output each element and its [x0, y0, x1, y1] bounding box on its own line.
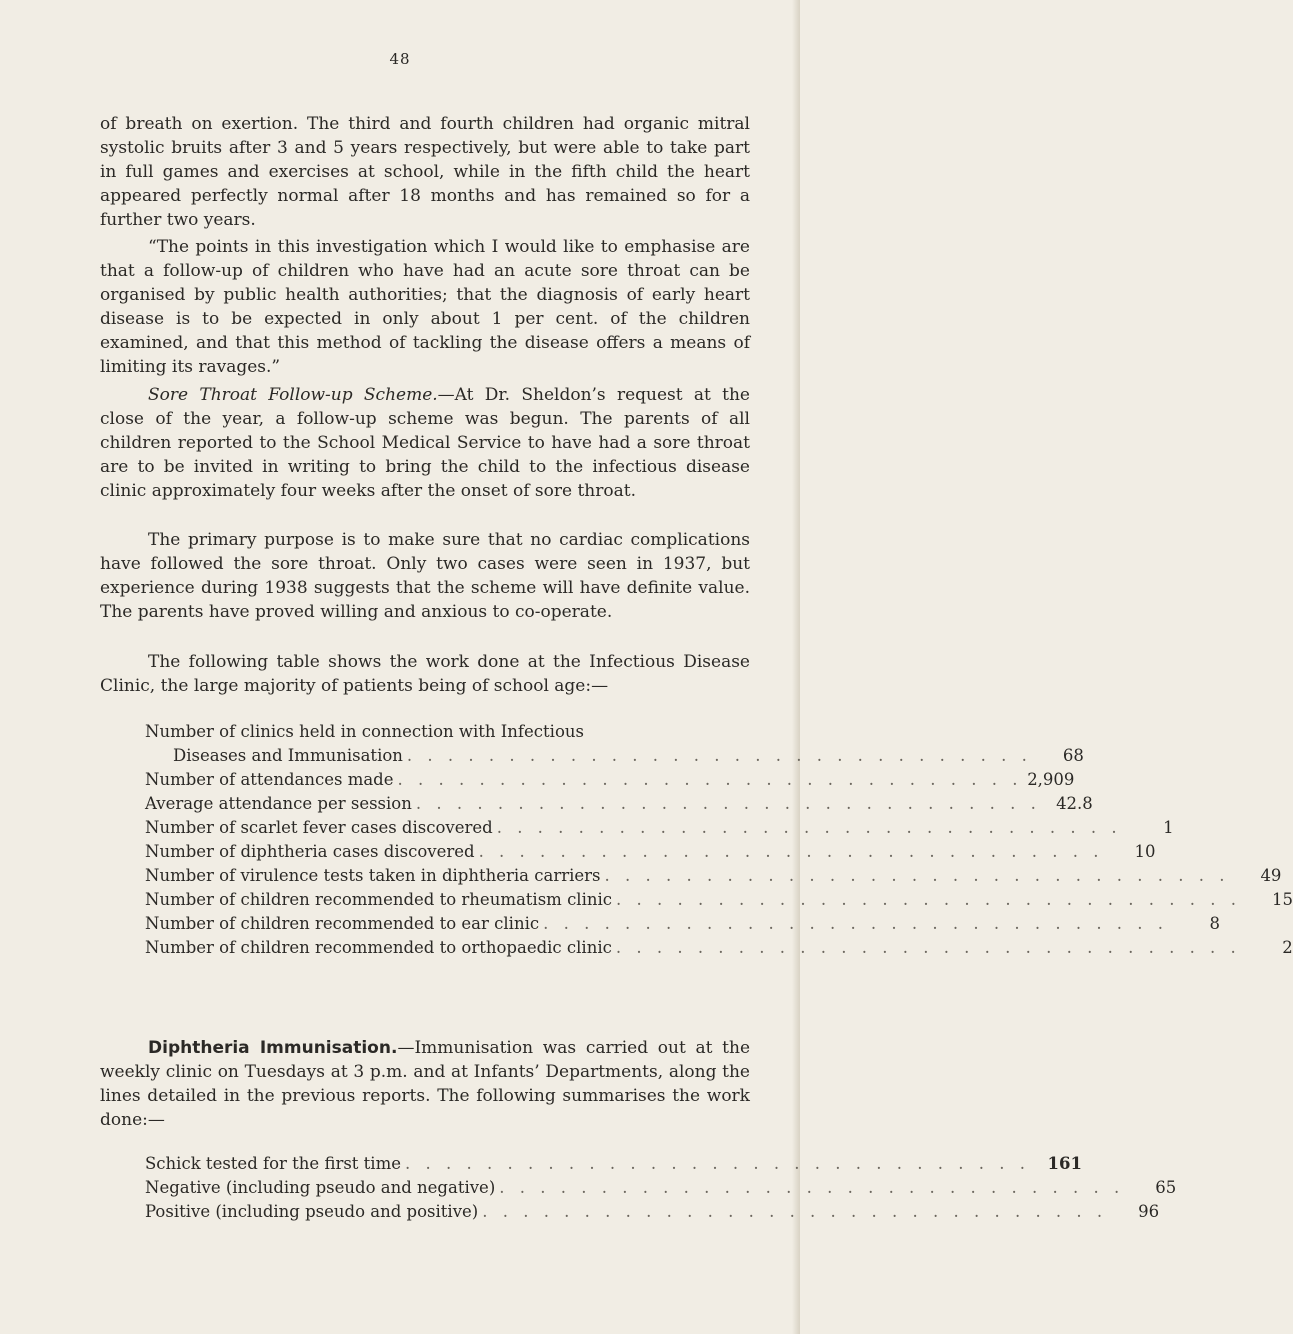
row-value: 15	[1271, 890, 1293, 909]
row-value: 49	[1260, 866, 1282, 885]
row-value: 8	[1209, 914, 1221, 933]
dot-leader: . . . . . . . . . . . . . . . . . . . . . . . . . . . . . . .	[482, 1202, 1108, 1221]
dot-leader: . . . . . . . . . . . . . . . . . . . . . . . . . . . . . . .	[397, 770, 1023, 789]
row-value: 2	[1282, 938, 1293, 957]
table-row	[145, 720, 750, 744]
row-label: Number of diphtheria cases discovered	[145, 842, 475, 861]
sore-throat-scheme-heading: Sore Throat Follow-up Scheme.	[148, 385, 438, 405]
row-value: 161	[1047, 1154, 1082, 1173]
table-row	[145, 816, 1174, 840]
dot-leader: . . . . . . . . . . . . . . . . . . . . . . . . . . . . . . .	[616, 890, 1241, 909]
paragraph-quote-points: “The points in this investigation which I would like to emphasise are that a follow-up of children who have had an acute sore throat can be organised by public health authorities; that the diagnosis of early heart disease is to be expected in only about 1 per cent. of the children examined, and that this method of tackling the disease offers a means of limiting its ravages.”	[100, 237, 750, 377]
row-label: Schick tested for the first time	[145, 1154, 401, 1173]
paragraph-diphtheria-immunisation	[100, 1036, 750, 1132]
row-label: Negative (including pseudo and negative)	[145, 1178, 496, 1197]
row-label: Number of children recommended to rheumatism clinic	[145, 890, 613, 909]
dot-leader: . . . . . . . . . . . . . . . . . . . . . . . . . . . . . . .	[499, 1178, 1125, 1197]
dot-leader: . . . . . . . . . . . . . . . . . . . . . . . . . . . . . . .	[405, 1154, 1030, 1173]
row-label: Number of attendances made	[145, 770, 394, 789]
paragraph-primary-purpose: The primary purpose is to make sure that no cardiac complications have followed the sore throat. Only two cases were seen in 1937, but experience during 1938 suggests that the scheme will have definite value. The parents have proved willing and anxious to co-operate.	[100, 530, 750, 622]
row-label: Number of virulence tests taken in diphtheria carriers	[145, 866, 601, 885]
table-row	[145, 768, 1075, 792]
row-label: Diseases and Immunisation	[173, 746, 403, 765]
table-row	[145, 888, 1293, 912]
table-row	[145, 792, 1093, 816]
row-value: 2,909	[1027, 770, 1075, 789]
dot-leader: . . . . . . . . . . . . . . . . . . . . . . . . . . . . . . .	[496, 818, 1122, 837]
paragraph-table-intro: The following table shows the work done at the Infectious Disease Clinic, the large majority of patients being of school age:—	[100, 652, 750, 696]
paragraph-breath-exertion: of breath on exertion. The third and fourth children had organic mitral systolic bruits after 3 and 5 years respectively, but were able to take part in full games and exercises at school, while in the fifth child the heart appeared perfectly normal after 18 months and has remained so for a further two years.	[100, 114, 750, 230]
row-label: Number of children recommended to ear clinic	[145, 914, 540, 933]
diphtheria-immunisation-heading: Diphtheria Immunisation.	[148, 1038, 398, 1058]
table-row	[145, 1176, 1177, 1200]
table-row	[145, 864, 1282, 888]
row-value: 42.8	[1056, 794, 1093, 813]
paragraph-sore-throat-scheme	[100, 383, 750, 503]
clinic-work-table	[145, 720, 1293, 960]
diphtheria-immunisation-body: —Immunisation was carried out at the weekly clinic on Tuesdays at 3 p.m. and at Infants’ Departments, along the lines detailed in the previous reports. The following summarises the work done:—	[100, 1038, 750, 1130]
sore-throat-scheme-body: —At Dr. Sheldon’s request at the close of the year, a follow-up scheme was begun. The parents of all children reported to the School Medical Service to have had a sore throat are to be invited in writing to bring the child to the infectious disease clinic approximately four weeks after the onset of sore throat.	[100, 385, 750, 501]
row-value: 68	[1062, 746, 1084, 765]
row-label: Number of scarlet fever cases discovered	[145, 818, 493, 837]
table-row	[145, 840, 1156, 864]
dot-leader: . . . . . . . . . . . . . . . . . . . . . . . . . . . . . . .	[615, 938, 1241, 957]
dot-leader: . . . . . . . . . . . . . . . . . . . . . . . . . . . . . . .	[415, 794, 1041, 813]
row-label: Number of clinics held in connection with Infectious	[145, 722, 584, 741]
dot-leader: . . . . . . . . . . . . . . . . . . . . . . . . . . . . . . .	[406, 746, 1032, 765]
row-label: Positive (including pseudo and positive)	[145, 1202, 479, 1221]
row-value: 10	[1134, 842, 1156, 861]
dot-leader: . . . . . . . . . . . . . . . . . . . . . . . . . . . . . . .	[478, 842, 1104, 861]
table-row	[145, 1200, 1160, 1224]
page-edge-shadow	[792, 0, 800, 1334]
dot-leader: . . . . . . . . . . . . . . . . . . . . . . . . . . . . . . .	[604, 866, 1230, 885]
table-row	[145, 912, 1221, 936]
dot-leader: . . . . . . . . . . . . . . . . . . . . . . . . . . . . . . .	[543, 914, 1169, 933]
row-label: Number of children recommended to orthopaedic clinic	[145, 938, 612, 957]
table-row	[145, 744, 1084, 768]
page-number: 48	[389, 50, 411, 68]
schick-test-table	[145, 1152, 1177, 1224]
row-value: 1	[1163, 818, 1174, 837]
table-row	[145, 1152, 1082, 1176]
table-row	[145, 936, 1293, 960]
row-value: 96	[1138, 1202, 1160, 1221]
row-label: Average attendance per session	[145, 794, 412, 813]
row-value: 65	[1155, 1178, 1177, 1197]
